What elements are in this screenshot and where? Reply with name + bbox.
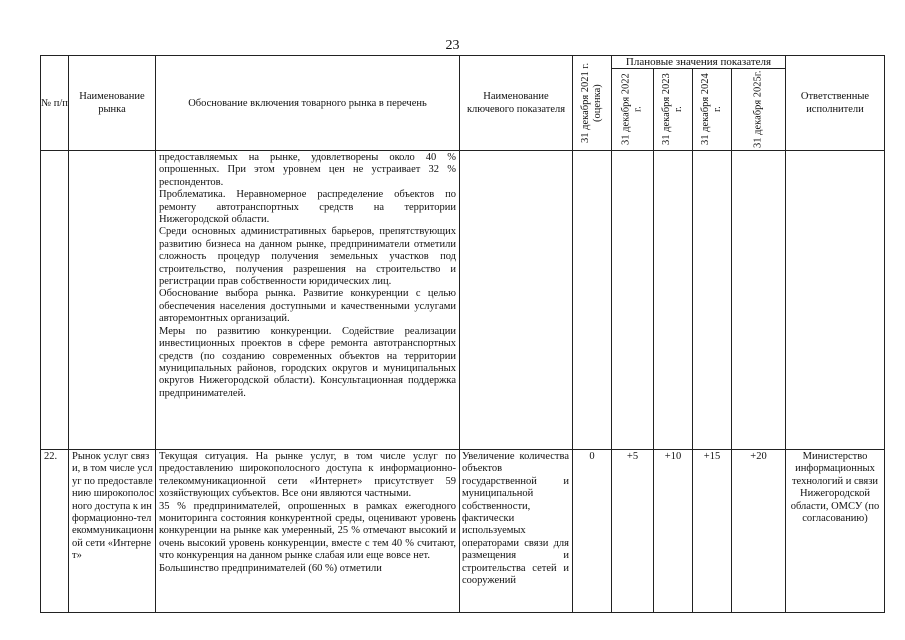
- paragraph: Среди основных административных барьеров, препятствующих развитию бизнеса на данном рынке, предприниматели отметили сложность процедур получения земельных участков под строительство, получения разрешения на строительство и регистрации прав собственности юридических лиц.: [159, 226, 456, 288]
- paragraph: Текущая ситуация. На рынке услуг, в том числе услуг по предоставлению широкополосного доступа к информационно-телекоммуникационной сети «Интернет» присутствует 59 хозяйствующих субъектов. Все они являются частными.: [159, 451, 456, 500]
- col-divider: [692, 68, 693, 613]
- value-2022: +5: [626, 451, 639, 462]
- market-name: Рынок услуг связи, в том числе услуг по предоставлению широкополосного доступа к информационно-телекоммуникационной сети «Интернет»: [72, 451, 154, 562]
- col-divider: [731, 68, 732, 613]
- value-2025: +20: [750, 451, 767, 462]
- header-2021: 31 декабря 2021 г. (оценка): [580, 62, 603, 144]
- header-2025: 31 декабря 2025г.: [752, 70, 764, 149]
- header-justification: Обоснование включения товарного рынка в перечень: [188, 97, 427, 109]
- paragraph: 35 % предпринимателей, опрошенных в рамках ежегодного мониторинга состояния конкурентной среды, оценивают уровень конкуренции на рынке как умеренный, 25 % отмечают высокий и очень высокий уровень конкуренции, вместе с тем 40 % считают, что конкуренция на данном рынке слабая или еще вовсе нет.: [159, 500, 456, 562]
- value-2024: +15: [703, 451, 721, 462]
- table-border-bottom: [40, 612, 885, 613]
- col-divider: [459, 55, 460, 613]
- header-2023: 31 декабря 2023 г.: [661, 73, 684, 146]
- justification-continued: [159, 152, 456, 400]
- indicator-name: Увеличение количества объектов государственной и муниципальной собственности, фактически используемых операторами связи для размещения и строительства сетей и сооружений: [462, 451, 569, 587]
- header-number: № п/п: [41, 97, 68, 109]
- header-responsible: Ответственные исполнители: [800, 91, 870, 115]
- header-market-name: Наименование рынка: [79, 91, 145, 115]
- row-number: 22.: [44, 451, 58, 462]
- row-divider: [40, 449, 885, 450]
- paragraph: Проблематика. Неравномерное распределение объектов по ремонту автотранспортных средств на территории Нижегородской области.: [159, 189, 456, 226]
- header-bottom-line: [40, 150, 885, 151]
- header-planned-values: Плановые значения показателя: [625, 55, 772, 68]
- paragraph: предоставляемых на рынке, удовлетворены около 40 % опрошенных. При этом уровнем цен не устраивает 32 % респондентов.: [159, 152, 456, 188]
- page-number: 23: [445, 38, 460, 53]
- header-2024: 31 декабря 2024 г.: [700, 73, 723, 146]
- responsible-executors: Министерство информационных технологий и связи Нижегородской области, ОМСУ (по согласованию): [790, 451, 880, 525]
- justification-text: [159, 451, 456, 575]
- value-2023: +10: [664, 451, 682, 462]
- header-2022: 31 декабря 2022 г.: [620, 73, 644, 146]
- paragraph: Обоснование выбора рынка. Развитие конкуренции с целью обеспечения населения доступными и качественными услугами авторемонтных организаций.: [159, 288, 456, 325]
- paragraph: Большинство предпринимателей (60 %) отметили: [159, 562, 382, 574]
- paragraph: Меры по развитию конкуренции. Содействие реализации инвестиционных проектов в сфере ремонта автотранспортных средств (по созданию современных объектов на территории муниципальных районов, городских округов и муниципальных округов Нижегородской области). Консультационная поддержка предпринимателей.: [159, 325, 456, 399]
- table-border-right: [884, 55, 885, 613]
- header-indicator: Наименование ключевого показателя: [466, 91, 566, 115]
- value-2021: 0: [589, 451, 595, 462]
- col-divider: [653, 68, 654, 613]
